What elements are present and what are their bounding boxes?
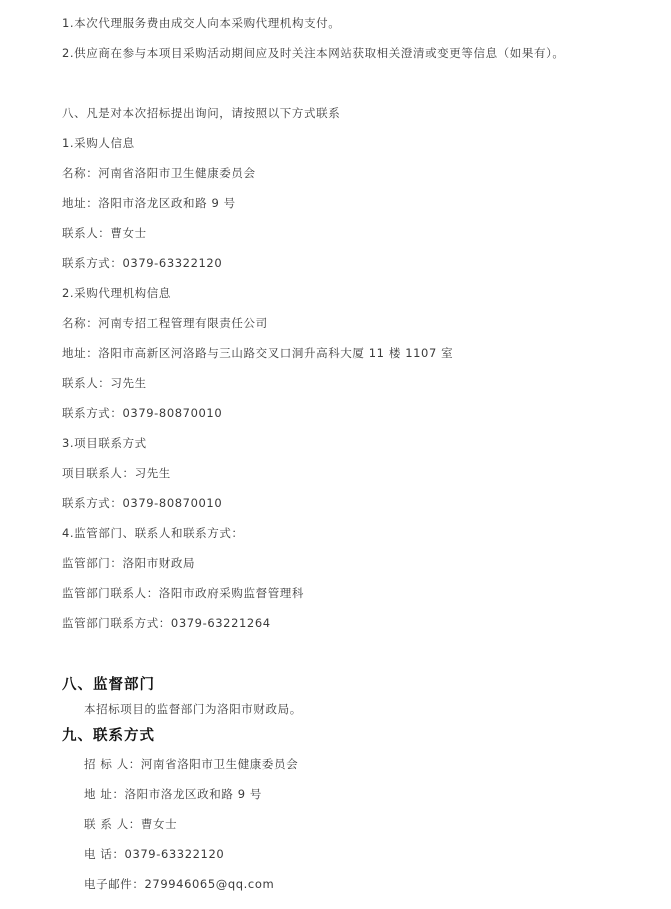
line-project-contact: 项目联系人：习先生 bbox=[62, 466, 171, 480]
line-project-phone: 联系方式：0379-80870010 bbox=[62, 496, 223, 510]
contact-email: 电子邮件：279946065@qq.com bbox=[84, 877, 275, 891]
line-supplier-notice: 2.供应商在参与本项目采购活动期间应及时关注本网站获取相关澄清或变更等信息（如果有）。 bbox=[62, 46, 565, 60]
contact-address: 地 址：洛阳市洛龙区政和路 9 号 bbox=[84, 787, 262, 801]
line-agency-address: 地址：洛阳市高新区河洛路与三山路交叉口洞升高科大厦 11 楼 1107 室 bbox=[62, 346, 454, 360]
line-purchaser-address: 地址：洛阳市洛龙区政和路 9 号 bbox=[62, 196, 236, 210]
line-purchaser-contact: 联系人：曹女士 bbox=[62, 226, 147, 240]
section-8-text: 本招标项目的监督部门为洛阳市财政局。 bbox=[84, 702, 302, 716]
line-inquiry-heading: 八、凡是对本次招标提出询问，请按照以下方式联系 bbox=[62, 106, 341, 120]
line-agency-info: 2.采购代理机构信息 bbox=[62, 286, 171, 300]
line-supervision-heading: 4.监管部门、联系人和联系方式： bbox=[62, 526, 244, 540]
line-supervision-phone: 监管部门联系方式：0379-63221264 bbox=[62, 616, 271, 630]
line-purchaser-name: 名称：河南省洛阳市卫生健康委员会 bbox=[62, 166, 256, 180]
line-project-contact-heading: 3.项目联系方式 bbox=[62, 436, 147, 450]
line-service-fee: 1.本次代理服务费由成交人向本采购代理机构支付。 bbox=[62, 16, 341, 30]
section-9-heading: 九、联系方式 bbox=[62, 728, 155, 744]
line-agency-contact: 联系人：习先生 bbox=[62, 376, 147, 390]
line-agency-phone: 联系方式：0379-80870010 bbox=[62, 406, 223, 420]
line-purchaser-info: 1.采购人信息 bbox=[62, 136, 135, 150]
line-supervision-contact: 监管部门联系人：洛阳市政府采购监督管理科 bbox=[62, 586, 304, 600]
line-purchaser-phone: 联系方式：0379-63322120 bbox=[62, 256, 223, 270]
contact-tenderer: 招 标 人：河南省洛阳市卫生健康委员会 bbox=[84, 757, 299, 771]
section-8-heading: 八、监督部门 bbox=[62, 677, 155, 693]
contact-phone: 电 话：0379-63322120 bbox=[84, 847, 225, 861]
line-supervision-dept: 监管部门：洛阳市财政局 bbox=[62, 556, 196, 570]
line-agency-name: 名称：河南专招工程管理有限责任公司 bbox=[62, 316, 268, 330]
contact-person: 联 系 人：曹女士 bbox=[84, 817, 178, 831]
